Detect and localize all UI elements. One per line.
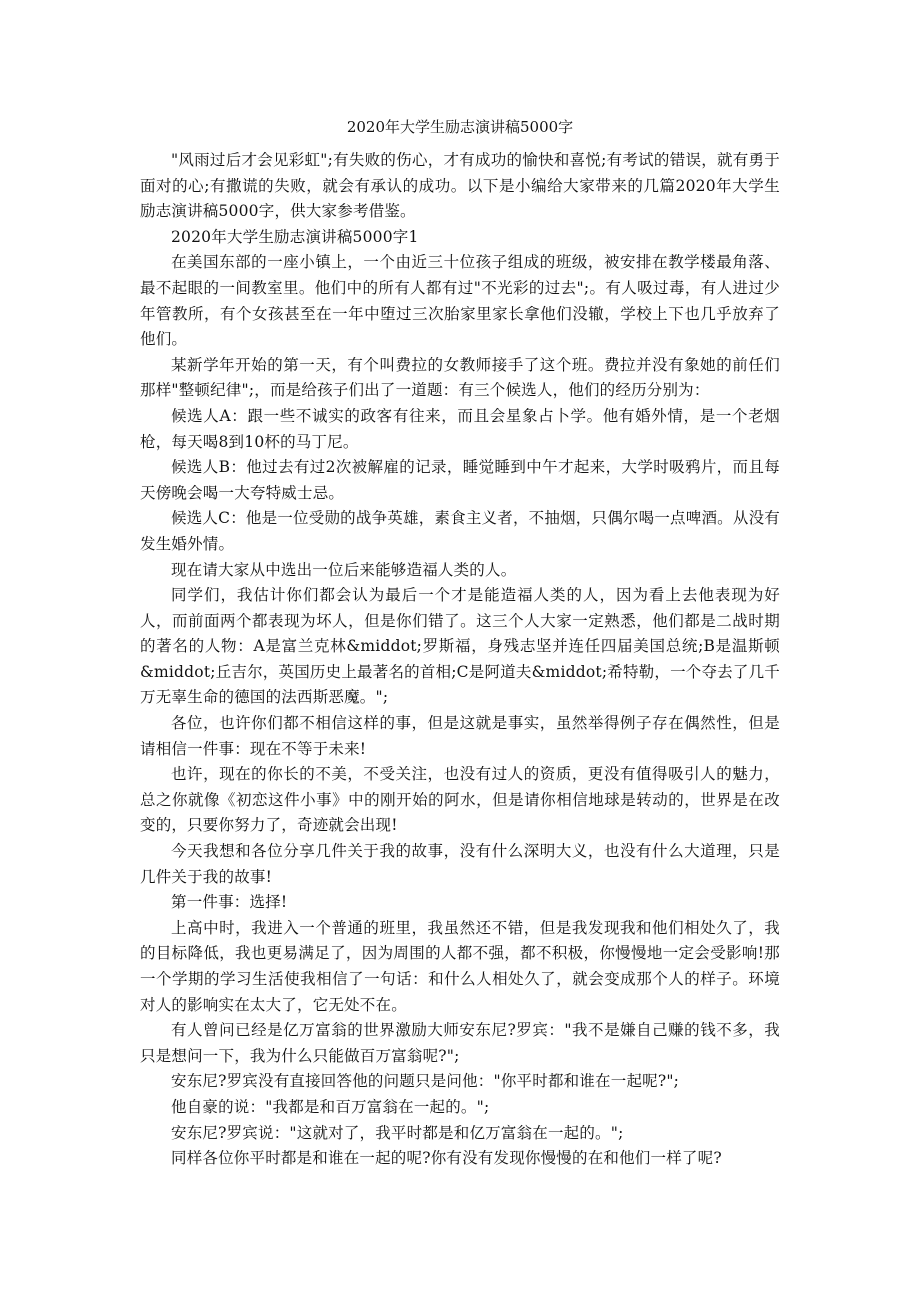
paragraph: 安东尼?罗宾没有直接回答他的问题只是问他："你平时都和谁在一起呢?"; [171,1072,680,1091]
document-title: 2020年大学生励志演讲稿5000字 [346,118,574,136]
paragraph: 上高中时，我进入一个普通的班里，我虽然还不错，但是我发现我和他们相处久了，我的目标降低，我也更易满足了，因为周围的人都不强，都不积极，你慢慢地一定会受影响!那一个学期的学习生活使我相信了一句话：和什么人相处久了，就会变成那个人的样子。环境对人的影响实在太大了，它无处不在。 [140,918,780,1014]
paragraph: 某新学年开始的第一天，有个叫费拉的女教师接手了这个班。费拉并没有象她的前任们那样"整顿纪律";，而是给孩子们出了一道题：有三个候选人，他们的经历分别为： [140,355,780,400]
paragraph: 候选人A：跟一些不诚实的政客有往来，而且会星象占卜学。他有婚外情，是一个老烟枪，每天喝8到10杯的马丁尼。 [140,406,780,451]
paragraph: 候选人C：他是一位受勋的战争英雄，素食主义者，不抽烟，只偶尔喝一点啤酒。从没有发生婚外情。 [140,509,780,553]
paragraph: 候选人B：他过去有过2次被解雇的记录，睡觉睡到中午才起来，大学时吸鸦片，而且每天傍晚会喝一大夸特威士忌。 [140,458,780,502]
paragraph: 各位，也许你们都不相信这样的事，但是这就是事实，虽然举得例子存在偶然性，但是请相信一件事：现在不等于未来! [140,714,780,758]
paragraph: 第一件事：选择! [171,893,288,912]
paragraph: 他自豪的说："我都是和百万富翁在一起的。"; [171,1097,490,1116]
paragraph: 同学们，我估计你们都会认为最后一个才是能造福人类的人，因为看上去他表现为好人，而前面两个都表现为坏人，但是你们错了。这三个人大家一定熟悉，他们都是二战时期的著名的人物：A是富兰克林&middot;罗斯福，身残志坚并连任四届美国总统;B是温斯顿&middot;丘吉尔，英国历史上最著名的首相;C是阿道夫&middot;希特勒，一个夺去了几千万无辜生命的德国的法西斯恶魔。"; [140,586,780,707]
section-heading: 2020年大学生励志演讲稿5000字1 [171,227,419,246]
paragraph: "风雨过后才会见彩虹";有失败的伤心，才有成功的愉快和喜悦;有考试的错误，就有勇于面对的心;有撒谎的失败，就会有承认的成功。以下是小编给大家带来的几篇2020年大学生励志演讲稿5000字，供大家参考借鉴。 [140,151,780,221]
paragraph: 同样各位你平时都是和谁在一起的呢?你有没有发现你慢慢的在和他们一样了呢? [171,1149,722,1168]
paragraph: 在美国东部的一座小镇上，一个由近三十位孩子组成的班级，被安排在教学楼最角落、最不起眼的一间教室里。他们中的所有人都有过"不光彩的过去";。有人吸过毒，有人进过少年管教所，有个女孩甚至在一年中堕过三次胎家里家长拿他们没辙，学校上下也几乎放弃了他们。 [140,253,780,349]
document-body [140,148,780,1172]
paragraph: 也许，现在的你长的不美，不受关注，也没有过人的资质，更没有值得吸引人的魅力，总之你就像《初恋这件小事》中的刚开始的阿水，但是请你相信地球是转动的，世界是在改变的，只要你努力了，奇迹就会出现! [140,765,780,835]
paragraph: 安东尼?罗宾说："这就对了，我平时都是和亿万富翁在一起的。"; [171,1123,624,1142]
paragraph: 有人曾问已经是亿万富翁的世界激励大师安东尼?罗宾："我不是嫌自己赚的钱不多，我只是想问一下，我为什么只能做百万富翁呢?"; [140,1021,780,1065]
paragraph: 今天我想和各位分享几件关于我的故事，没有什么深明大义，也没有什么大道理，只是几件关于我的故事! [140,842,780,886]
paragraph: 现在请大家从中选出一位后来能够造福人类的人。 [171,560,517,579]
